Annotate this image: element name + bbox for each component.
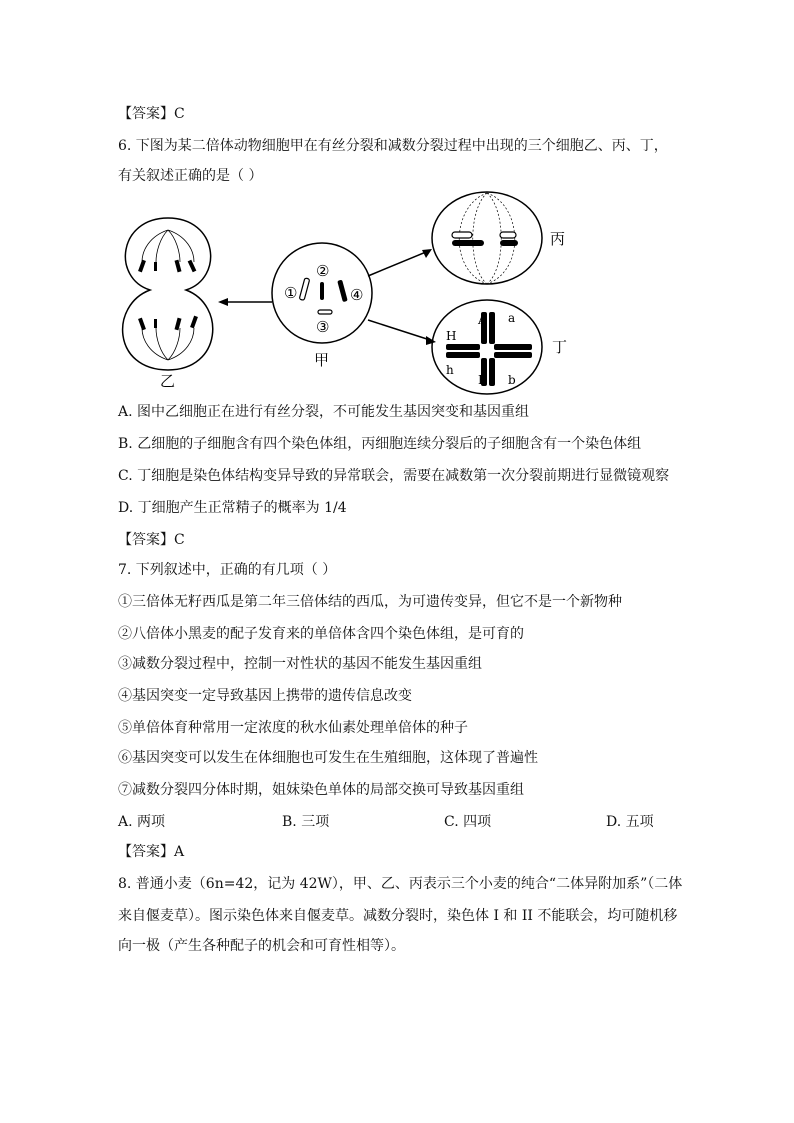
q8-line2: 来自偃麦草）。图示染色体来自偃麦草。减数分裂时，染色体 I 和 II 不能联会，均可随机移 bbox=[118, 908, 678, 924]
label-yi: 乙 bbox=[160, 372, 176, 390]
q8-line3: 向一极（产生各种配子的机会和可育性相等）。 bbox=[118, 938, 405, 954]
answer-q7: 【答案】A bbox=[118, 844, 185, 860]
q7-item-1: ①三倍体无籽西瓜是第二年三倍体结的西瓜，为可遗传变异，但它不是一个新物种 bbox=[118, 594, 622, 610]
q7-stem: 7. 下列叙述中，正确的有几项（ ） bbox=[118, 562, 337, 578]
gene-a: a bbox=[508, 311, 516, 325]
q6-stem-line2: 有关叙述正确的是（ ） bbox=[118, 168, 263, 184]
q8-line1: 8. 普通小麦（6n=42，记为 42W），甲、乙、丙表示三个小麦的纯合“二体异附加系”（二体 bbox=[118, 876, 683, 892]
gene-b: b bbox=[508, 373, 516, 387]
answer-q5: 【答案】C bbox=[118, 106, 185, 122]
answer-q6: 【答案】C bbox=[118, 532, 185, 548]
q7-item-5: ⑤单倍体育种常用一定浓度的秋水仙素处理单倍体的种子 bbox=[118, 720, 468, 736]
num-4: ④ bbox=[350, 286, 364, 304]
q7-option-d: D. 五项 bbox=[606, 814, 654, 830]
label-bing: 丙 bbox=[550, 230, 566, 248]
label-ding: 丁 bbox=[552, 338, 568, 356]
q7-item-4: ④基因突变一定导致基因上携带的遗传信息改变 bbox=[118, 688, 412, 704]
q6-stem-line1: 6. 下图为某二倍体动物细胞甲在有丝分裂和减数分裂过程中出现的三个细胞乙、丙、丁， bbox=[118, 138, 668, 154]
q7-option-a: A. 两项 bbox=[118, 814, 166, 830]
num-1: ① bbox=[284, 284, 298, 302]
q7-item-3: ③减数分裂过程中，控制一对性状的基因不能发生基因重组 bbox=[118, 656, 482, 672]
q6-option-a: A. 图中乙细胞正在进行有丝分裂，不可能发生基因突变和基因重组 bbox=[118, 404, 530, 420]
gene-h: h bbox=[446, 363, 454, 377]
q6-option-d: D. 丁细胞产生正常精子的概率为 1/4 bbox=[118, 500, 347, 516]
num-2: ② bbox=[316, 262, 330, 280]
q7-item-7: ⑦减数分裂四分体时期，姐妹染色单体的局部交换可导致基因重组 bbox=[118, 782, 524, 798]
gene-H: H bbox=[446, 329, 457, 343]
cell-division-figure bbox=[0, 0, 794, 400]
gene-B: B bbox=[478, 373, 487, 387]
q6-option-c: C. 丁细胞是染色体结构变异导致的异常联会，需要在减数第一次分裂前期进行显微镜观察 bbox=[118, 468, 670, 484]
gene-A: A bbox=[478, 313, 487, 327]
q7-item-2: ②八倍体小黑麦的配子发育来的单倍体含四个染色体组，是可育的 bbox=[118, 626, 524, 642]
q7-item-6: ⑥基因突变可以发生在体细胞也可发生在生殖细胞，这体现了普遍性 bbox=[118, 750, 538, 766]
q6-option-b: B. 乙细胞的子细胞含有四个染色体组，丙细胞连续分裂后的子细胞含有一个染色体组 bbox=[118, 436, 642, 452]
cell-bing-outline bbox=[432, 192, 542, 284]
q7-option-c: C. 四项 bbox=[444, 814, 492, 830]
num-3: ③ bbox=[316, 318, 330, 336]
label-jia: 甲 bbox=[314, 351, 330, 369]
cell-yi-outline bbox=[123, 218, 213, 370]
q7-option-b: B. 三项 bbox=[282, 814, 330, 830]
